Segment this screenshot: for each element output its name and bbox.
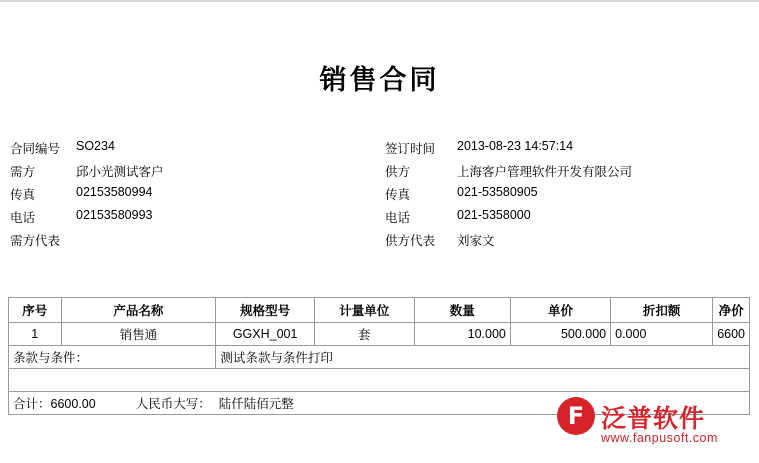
value-buyer-fax: 02153580994 [76, 185, 153, 199]
table-row [9, 323, 750, 346]
value-sign-time: 2013-08-23 14:57:14 [457, 139, 574, 153]
label-buyer: 需方 [10, 165, 36, 179]
col-header-unit: 计量单位 [314, 298, 414, 323]
value-supplier-fax: 021-53580905 [457, 185, 538, 199]
info-pair-left [10, 139, 385, 157]
cell-spec: GGXH_001 [216, 323, 315, 346]
label-supplier: 供方 [385, 165, 411, 179]
page-title: 销售合同 [319, 65, 440, 96]
cell-qty: 10.000 [414, 323, 510, 346]
top-divider [0, 0, 759, 2]
value-supplier-phone: 021-5358000 [457, 208, 531, 222]
info-pair-left [10, 231, 385, 249]
col-header-seq: 序号 [9, 298, 62, 323]
info-pair-right [385, 231, 750, 249]
label-supplier-fax: 传真 [385, 188, 411, 202]
info-pair-right [385, 162, 750, 180]
terms-row [9, 346, 750, 369]
cell-net: 6600 [713, 323, 750, 346]
value-buyer-rep [76, 231, 385, 249]
info-pair-left [10, 162, 385, 180]
info-pair-left [10, 208, 385, 226]
info-pair-right [385, 208, 750, 226]
cell-discount: 0.000 [611, 323, 713, 346]
header-info [10, 139, 750, 254]
brand-logo-icon: F [557, 397, 595, 435]
total-sum-label: 合计： [13, 397, 51, 411]
info-row [10, 139, 750, 162]
info-row [10, 185, 750, 208]
value-supplier-rep: 刘家文 [457, 234, 495, 248]
label-contract-no: 合同编号 [10, 142, 61, 156]
brand-name: 泛普软件 [601, 404, 706, 433]
label-buyer-rep: 需方代表 [10, 234, 61, 248]
label-supplier-rep: 供方代表 [385, 234, 436, 248]
brand-logo [557, 395, 745, 453]
cell-name: 销售通 [61, 323, 216, 346]
total-words-value: 陆仟陆佰元整 [218, 397, 294, 411]
brand-url: www.fanpusoft.com [601, 431, 718, 445]
terms-value: 测试条款与条件打印 [216, 346, 750, 369]
value-contract-no: SO234 [76, 139, 115, 153]
info-row [10, 231, 750, 254]
total-words-label: 人民币大写： [135, 397, 211, 411]
col-header-discount: 折扣额 [611, 298, 713, 323]
info-pair-right [385, 185, 750, 203]
total-sum-value: 6600.00 [50, 397, 96, 411]
value-buyer: 邱小光测试客户 [76, 165, 164, 179]
cell-seq: 1 [9, 323, 62, 346]
value-supplier: 上海客户管理软件开发有限公司 [457, 165, 633, 179]
items-table-head [9, 298, 750, 323]
spacer-cell [9, 369, 750, 392]
label-sign-time: 签订时间 [385, 142, 436, 156]
table-header-row [9, 298, 750, 323]
spacer-row [9, 369, 750, 392]
col-header-price: 单价 [510, 298, 610, 323]
total-sum [13, 394, 96, 412]
info-row [10, 208, 750, 231]
col-header-spec: 规格型号 [216, 298, 315, 323]
col-header-name: 产品名称 [61, 298, 216, 323]
col-header-net: 净价 [713, 298, 750, 323]
label-buyer-fax: 传真 [10, 188, 36, 202]
terms-label: 条款与条件： [9, 346, 216, 369]
cell-price: 500.000 [510, 323, 610, 346]
info-pair-right [385, 139, 750, 157]
label-buyer-phone: 电话 [10, 211, 36, 225]
label-supplier-phone: 电话 [385, 211, 411, 225]
col-header-qty: 数量 [414, 298, 510, 323]
info-row [10, 162, 750, 185]
info-pair-left [10, 185, 385, 203]
cell-unit: 套 [314, 323, 414, 346]
value-buyer-phone: 02153580993 [76, 208, 153, 222]
